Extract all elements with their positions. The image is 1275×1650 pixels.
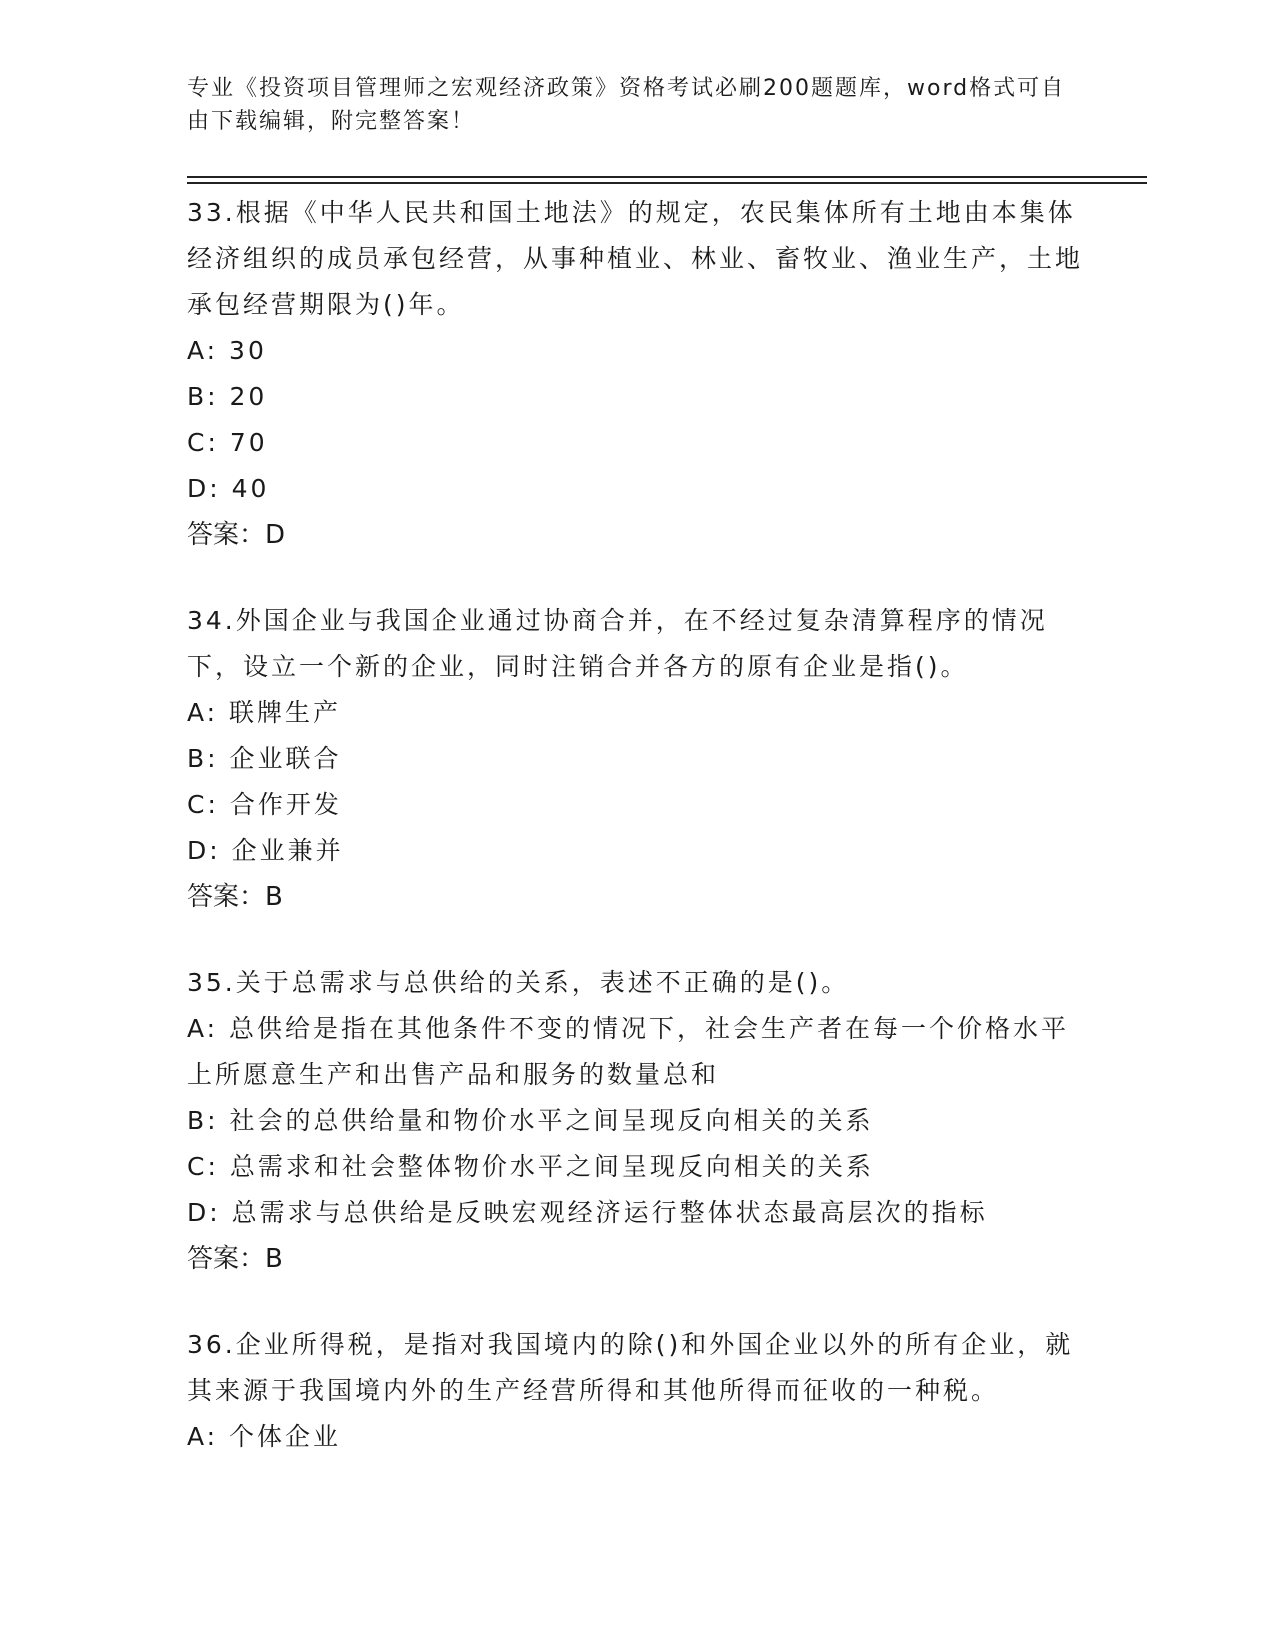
option-a: A: 总供给是指在其他条件不变的情况下，社会生产者在每一个价格水平上所愿意生产和出售产品和服务的数量总和 [187,1014,1070,1089]
option-c: C: 总需求和社会整体物价水平之间呈现反向相关的关系 [187,1152,874,1181]
question-list [187,190,1087,1500]
question-stem: 35.关于总需求与总供给的关系，表述不正确的是()。 [187,968,850,997]
answer-label: 答案：B [187,882,283,912]
option-b: B: 20 [187,382,268,411]
answer-label: 答案：B [187,1244,283,1274]
option-a: A: 个体企业 [187,1422,342,1451]
option-b: B: 社会的总供给量和物价水平之间呈现反向相关的关系 [187,1106,874,1135]
question-stem: 36.企业所得税，是指对我国境内的除()和外国企业以外的所有企业，就其来源于我国境内外的生产经营所得和其他所得而征收的一种税。 [187,1330,1074,1405]
option-b: B: 企业联合 [187,744,342,773]
option-a: A: 30 [187,336,267,365]
answer-label: 答案：D [187,520,286,550]
document-header: 专业《投资项目管理师之宏观经济政策》资格考试必刷200题题库，word格式可自由下载编辑，附完整答案！ [187,76,1066,134]
header-divider-top [187,176,1147,178]
option-d: D: 40 [187,474,270,503]
question-33 [187,190,1087,558]
option-c: C: 70 [187,428,268,457]
question-36 [187,1322,1087,1460]
option-d: D: 企业兼并 [187,836,344,865]
question-stem: 33.根据《中华人民共和国土地法》的规定，农民集体所有土地由本集体经济组织的成员承包经营，从事种植业、林业、畜牧业、渔业生产，土地承包经营期限为()年。 [187,198,1084,319]
option-a: A: 联牌生产 [187,698,342,727]
question-34 [187,598,1087,920]
question-stem: 34.外国企业与我国企业通过协商合并，在不经过复杂清算程序的情况下，设立一个新的企业，同时注销合并各方的原有企业是指()。 [187,606,1048,681]
option-d: D: 总需求与总供给是反映宏观经济运行整体状态最高层次的指标 [187,1198,988,1227]
header-divider-bottom [187,182,1147,184]
question-35 [187,960,1087,1282]
option-c: C: 合作开发 [187,790,342,819]
